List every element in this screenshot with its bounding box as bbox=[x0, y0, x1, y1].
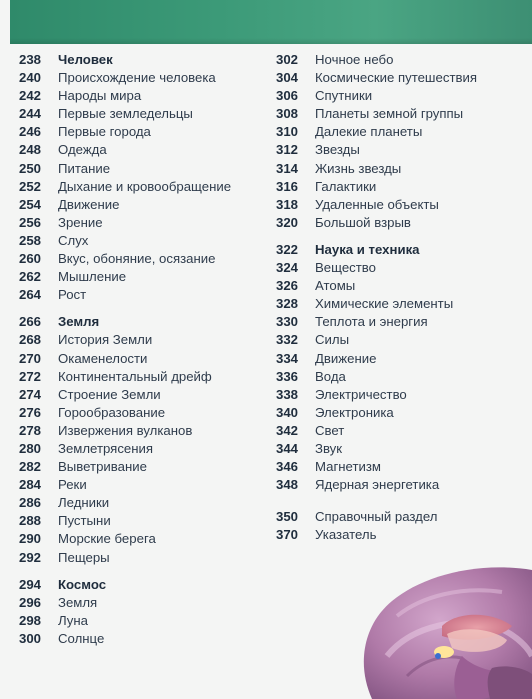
toc-entry bbox=[19, 179, 269, 197]
toc-entry bbox=[19, 423, 269, 441]
page-number: 248 bbox=[19, 142, 42, 158]
toc-entry bbox=[19, 369, 269, 387]
page-number: 256 bbox=[19, 214, 42, 230]
toc-entry bbox=[19, 251, 269, 269]
entry-title: Звук bbox=[315, 440, 343, 456]
page-number: 320 bbox=[276, 214, 299, 230]
entry-title: Планеты земной группы bbox=[315, 106, 464, 122]
page-number: 258 bbox=[19, 232, 42, 248]
toc-entry bbox=[19, 477, 269, 495]
page-number: 330 bbox=[276, 314, 299, 330]
toc-entry bbox=[19, 513, 269, 531]
page-number: 314 bbox=[276, 160, 299, 176]
toc-entry bbox=[19, 233, 269, 251]
page-number: 338 bbox=[276, 386, 299, 402]
toc-entry bbox=[276, 387, 526, 405]
page-number: 272 bbox=[19, 368, 42, 384]
page-number: 282 bbox=[19, 459, 42, 475]
section-title: Наука и техника bbox=[315, 241, 420, 257]
page-number: 288 bbox=[19, 513, 42, 529]
toc-entry bbox=[276, 477, 526, 495]
entry-title: Выветривание bbox=[58, 459, 147, 475]
entry-title: Спутники bbox=[315, 88, 373, 104]
toc-entry bbox=[19, 197, 269, 215]
toc-entry bbox=[19, 88, 269, 106]
toc-entry bbox=[276, 423, 526, 441]
toc-entry bbox=[276, 215, 526, 233]
toc-entry bbox=[276, 124, 526, 142]
toc-entry bbox=[19, 287, 269, 305]
page-number: 280 bbox=[19, 440, 42, 456]
entry-title: Зрение bbox=[58, 214, 103, 230]
page-number: 268 bbox=[19, 332, 42, 348]
entry-title: Электричество bbox=[315, 386, 407, 402]
entry-title: Свет bbox=[315, 422, 345, 438]
page-number: 342 bbox=[276, 422, 299, 438]
toc-entry bbox=[19, 613, 269, 631]
entry-title: Пустыни bbox=[58, 513, 111, 529]
entry-title: Морские берега bbox=[58, 531, 156, 547]
toc-entry bbox=[276, 351, 526, 369]
entry-title: Ночное небо bbox=[315, 52, 394, 67]
page-number: 302 bbox=[276, 52, 299, 67]
toc-entry bbox=[276, 278, 526, 296]
page-number: 326 bbox=[276, 278, 299, 294]
toc-entry bbox=[19, 387, 269, 405]
page-number: 370 bbox=[276, 527, 299, 543]
toc-entry bbox=[19, 441, 269, 459]
page-number: 334 bbox=[276, 350, 299, 366]
entry-title: Жизнь звезды bbox=[315, 160, 402, 176]
page-number: 336 bbox=[276, 368, 299, 384]
entry-title: Указатель bbox=[315, 527, 377, 543]
entry-title: Пещеры bbox=[58, 549, 110, 565]
entry-title: Силы bbox=[315, 332, 350, 348]
entry-title: Электроника bbox=[315, 404, 394, 420]
page-number: 250 bbox=[19, 160, 42, 176]
toc-entry bbox=[276, 441, 526, 459]
page-number: 318 bbox=[276, 196, 299, 212]
page-number: 244 bbox=[19, 106, 42, 122]
entry-title: Первые города bbox=[58, 124, 151, 140]
toc-entry bbox=[276, 459, 526, 477]
entry-title: Ледники bbox=[58, 495, 110, 511]
toc-entry bbox=[276, 70, 526, 88]
entry-title: Справочный раздел bbox=[315, 509, 438, 525]
entry-title: Горообразование bbox=[58, 404, 166, 420]
page-number: 286 bbox=[19, 495, 42, 511]
entry-title: Далекие планеты bbox=[315, 124, 423, 140]
toc-section-heading bbox=[19, 52, 269, 70]
page-number: 264 bbox=[19, 287, 42, 303]
toc-entry bbox=[276, 142, 526, 160]
entry-title: Континентальный дрейф bbox=[58, 368, 212, 384]
page-number: 240 bbox=[19, 70, 42, 86]
page-number: 324 bbox=[276, 260, 299, 276]
toc-entry bbox=[19, 161, 269, 179]
entry-title: Строение Земли bbox=[58, 386, 161, 402]
page-number: 296 bbox=[19, 594, 42, 610]
entry-title: Галактики bbox=[315, 178, 377, 194]
page-number: 260 bbox=[19, 251, 42, 267]
page-number: 274 bbox=[19, 386, 42, 402]
section-gap bbox=[276, 233, 526, 242]
entry-title: Реки bbox=[58, 477, 87, 493]
section-title: Космос bbox=[58, 576, 107, 592]
toc-entry bbox=[276, 52, 526, 70]
page-number: 254 bbox=[19, 196, 42, 212]
page-number: 262 bbox=[19, 269, 42, 285]
entry-title: Звезды bbox=[315, 142, 360, 158]
entry-title: Мышление bbox=[58, 269, 127, 285]
entry-title: Одежда bbox=[58, 142, 107, 158]
entry-title: Атомы bbox=[315, 278, 356, 294]
toc-right-column bbox=[276, 52, 526, 545]
entry-title: Удаленные объекты bbox=[315, 196, 439, 212]
toc-entry bbox=[19, 124, 269, 142]
entry-title: Происхождение человека bbox=[58, 70, 216, 86]
entry-title: Земля bbox=[58, 594, 98, 610]
toc-entry bbox=[276, 106, 526, 124]
toc-section-heading bbox=[19, 314, 269, 332]
page-number: 310 bbox=[276, 124, 299, 140]
toc-entry bbox=[19, 70, 269, 88]
page-number: 308 bbox=[276, 106, 299, 122]
entry-title: Луна bbox=[58, 612, 89, 628]
toc-entry bbox=[276, 332, 526, 350]
section-gap bbox=[19, 305, 269, 314]
toc-entry bbox=[276, 88, 526, 106]
entry-title: Движение bbox=[315, 350, 377, 366]
page-number: 306 bbox=[276, 88, 299, 104]
page-number: 344 bbox=[276, 440, 299, 456]
page-number: 278 bbox=[19, 422, 42, 438]
toc-entry bbox=[276, 296, 526, 314]
toc-entry bbox=[276, 314, 526, 332]
page-number: 284 bbox=[19, 477, 42, 493]
toc-entry bbox=[276, 179, 526, 197]
section-title: Земля bbox=[58, 314, 100, 330]
entry-title: Первые земледельцы bbox=[58, 106, 193, 122]
entry-title: Химические элементы bbox=[315, 296, 454, 312]
toc-left-column bbox=[19, 52, 269, 649]
entry-title: Большой взрыв bbox=[315, 214, 411, 230]
page-number: 266 bbox=[19, 314, 42, 330]
page-number: 270 bbox=[19, 350, 42, 366]
page-number: 238 bbox=[19, 52, 42, 67]
page-number: 332 bbox=[276, 332, 299, 348]
entry-title: Землетрясения bbox=[58, 440, 154, 456]
page-number: 348 bbox=[276, 477, 299, 493]
page-number: 300 bbox=[19, 630, 42, 646]
entry-title: Питание bbox=[58, 160, 111, 176]
toc-entry bbox=[19, 269, 269, 287]
page-number: 294 bbox=[19, 576, 42, 592]
toc-entry bbox=[276, 369, 526, 387]
entry-title: Солнце bbox=[58, 630, 105, 646]
page-number: 246 bbox=[19, 124, 42, 140]
toc-entry bbox=[19, 550, 269, 568]
page-number: 252 bbox=[19, 178, 42, 194]
entry-title: Движение bbox=[58, 196, 120, 212]
entry-title: Космические путешествия bbox=[315, 70, 477, 86]
entry-title: Магнетизм bbox=[315, 459, 381, 475]
page-number: 276 bbox=[19, 404, 42, 420]
page-number: 316 bbox=[276, 178, 299, 194]
entry-title: История Земли bbox=[58, 332, 153, 348]
page-number: 346 bbox=[276, 459, 299, 475]
entry-title: Ядерная энергетика bbox=[315, 477, 440, 493]
toc-entry bbox=[19, 351, 269, 369]
top-photo-banner bbox=[10, 0, 532, 44]
toc-entry bbox=[276, 260, 526, 278]
toc-entry bbox=[19, 405, 269, 423]
toc-entry bbox=[19, 631, 269, 649]
entry-title: Дыхание и кровообращение bbox=[58, 178, 232, 194]
page-number: 304 bbox=[276, 70, 299, 86]
entry-title: Окаменелости bbox=[58, 350, 148, 366]
toc-entry bbox=[276, 527, 526, 545]
toc-entry bbox=[276, 197, 526, 215]
page-number: 312 bbox=[276, 142, 299, 158]
page-number: 292 bbox=[19, 549, 42, 565]
page-number: 328 bbox=[276, 296, 299, 312]
page-number: 350 bbox=[276, 509, 299, 525]
entry-title: Извержения вулканов bbox=[58, 422, 193, 438]
page-number: 298 bbox=[19, 612, 42, 628]
toc-entry bbox=[19, 106, 269, 124]
page-number: 322 bbox=[276, 241, 299, 257]
section-gap bbox=[276, 495, 526, 509]
toc-entry bbox=[19, 495, 269, 513]
entry-title: Вкус, обоняние, осязание bbox=[58, 251, 216, 267]
entry-title: Вода bbox=[315, 368, 346, 384]
toc-entry bbox=[19, 142, 269, 160]
entry-title: Слух bbox=[58, 232, 89, 248]
toc-entry bbox=[19, 595, 269, 613]
entry-title: Вещество bbox=[315, 260, 376, 276]
toc-entry bbox=[276, 161, 526, 179]
toc-entry bbox=[276, 405, 526, 423]
entry-title: Рост bbox=[58, 287, 87, 303]
toc-section-heading bbox=[19, 577, 269, 595]
entry-title: Народы мира bbox=[58, 88, 142, 104]
entry-title: Теплота и энергия bbox=[315, 314, 428, 330]
page-number: 290 bbox=[19, 531, 42, 547]
toc-entry bbox=[19, 215, 269, 233]
toc-entry bbox=[276, 509, 526, 527]
page-number: 340 bbox=[276, 404, 299, 420]
toc-entry bbox=[19, 332, 269, 350]
section-gap bbox=[19, 568, 269, 577]
brain-illustration bbox=[352, 556, 532, 699]
toc-section-heading bbox=[276, 242, 526, 260]
toc-entry bbox=[19, 531, 269, 549]
section-title: Человек bbox=[58, 52, 113, 67]
toc-entry bbox=[19, 459, 269, 477]
page-number: 242 bbox=[19, 88, 42, 104]
